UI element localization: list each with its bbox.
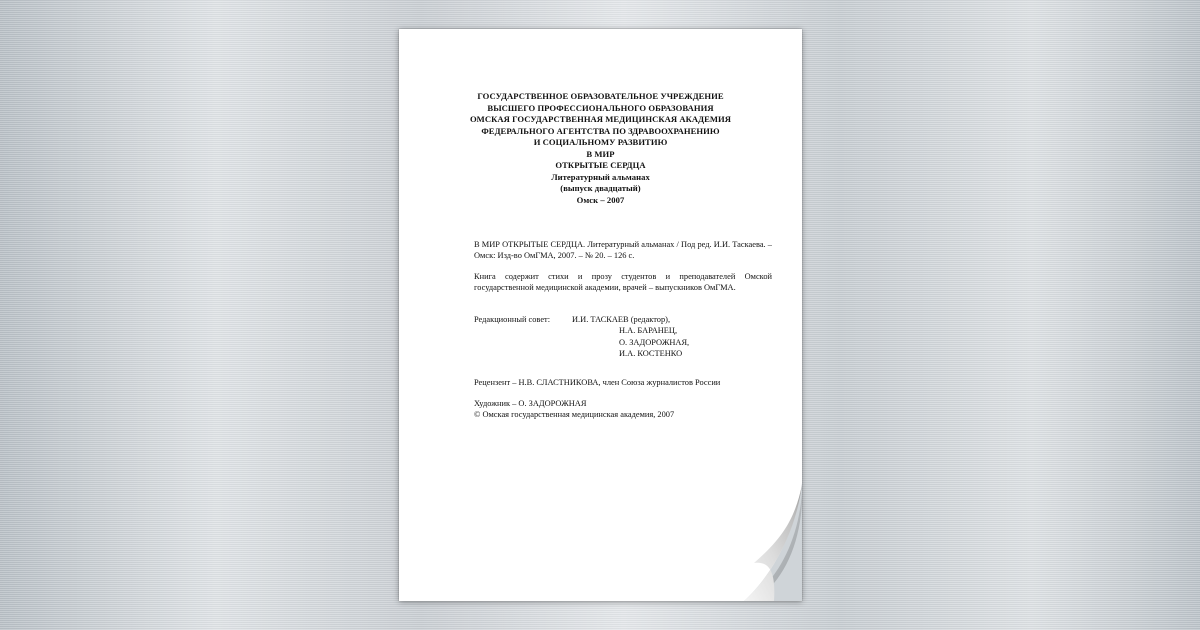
artist-line: Художник – О. ЗАДОРОЖНАЯ	[474, 399, 587, 408]
header-line: ВЫСШЕГО ПРОФЕССИОНАЛЬНОГО ОБРАЗОВАНИЯ	[487, 102, 714, 113]
header-line: ОТКРЫТЫЕ СЕРДЦА	[555, 160, 646, 170]
board-member: И.И. ТАСКАЕВ (редактор),	[572, 315, 671, 324]
citation-paragraph	[474, 239, 772, 262]
page-curl-icon	[724, 483, 802, 601]
board-member: О. ЗАДОРОЖНАЯ,	[619, 337, 690, 347]
header-line: ОМСКАЯ ГОСУДАРСТВЕННАЯ МЕДИЦИНСКАЯ АКАДЕМИЯ	[469, 114, 732, 124]
citation-text: В МИР ОТКРЫТЫЕ СЕРДЦА. Литературный альманах / Под ред. И.И. Таскаева. – Омск: Изд-во ОмГМА, 2007. – № 20. – 126 с.	[474, 240, 772, 261]
board-member: Н.А. БАРАНЕЦ,	[619, 326, 678, 336]
header-line: (выпуск двадцатый)	[560, 183, 641, 193]
document-page	[399, 29, 802, 601]
board-member: И.А. КОСТЕНКО	[619, 349, 683, 359]
title-block	[429, 91, 772, 206]
header-line: ФЕДЕРАЛЬНОГО АГЕНТСТВА ПО ЗДРАВООХРАНЕНИЮ	[481, 125, 720, 136]
header-line: Омск – 2007	[576, 194, 625, 205]
header-line: ГОСУДАРСТВЕННОЕ ОБРАЗОВАТЕЛЬНОЕ УЧРЕЖДЕНИЕ	[477, 91, 724, 101]
reviewer-line: Рецензент – Н.В. СЛАСТНИКОВА, член Союза журналистов России	[474, 378, 721, 387]
header-line: Литературный альманах	[551, 171, 650, 182]
board-label: Редакционный совет:	[474, 315, 551, 324]
header-line: В МИР	[586, 148, 615, 159]
description-paragraph	[474, 271, 772, 294]
copyright-line: © Омская государственная медицинская академия, 2007	[474, 410, 675, 419]
description-text: Книга содержит стихи и прозу студентов и преподавателей Омской государственной медицинской академии, врачей – выпускников ОмГМА.	[474, 272, 772, 293]
header-line: И СОЦИАЛЬНОМУ РАЗВИТИЮ	[533, 137, 668, 147]
